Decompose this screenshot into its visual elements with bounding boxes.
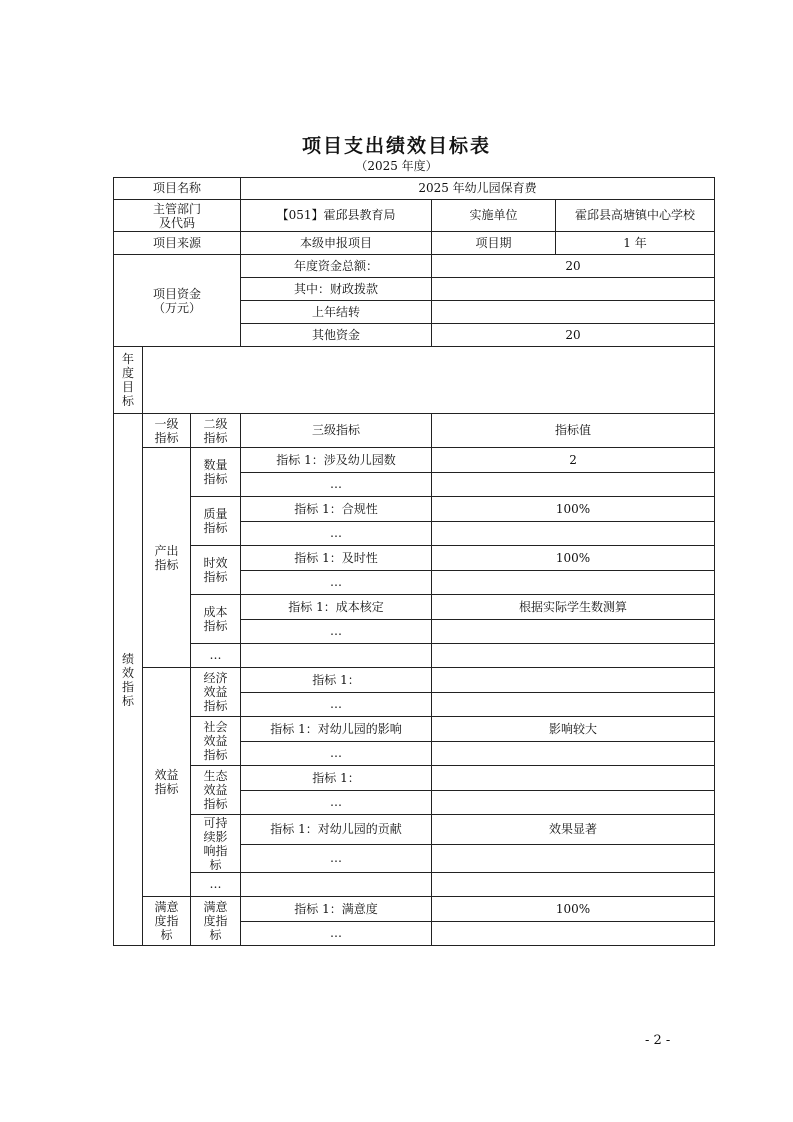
sustainable-impact-label: 可持 续影 响指 标	[191, 815, 241, 873]
satisfaction-indicator-1: 指标 1：满意度	[241, 897, 432, 922]
satisfaction-level1-label: 满意 度指 标	[143, 897, 191, 946]
quality-indicator-1-value: 100%	[432, 497, 715, 522]
satisfaction-indicator-more-value	[432, 922, 715, 946]
social-indicator-more-value	[432, 742, 715, 766]
funds-fiscal-label: 其中：财政拨款	[241, 278, 432, 301]
benefit-indicator-label: 效益 指标	[143, 668, 191, 897]
cost-indicator-1-value: 根据实际学生数测算	[432, 595, 715, 620]
sustainable-indicator-1: 指标 1：对幼儿园的贡献	[241, 815, 432, 845]
annual-goal-label: 年 度 目 标	[114, 347, 143, 414]
project-name-label: 项目名称	[114, 178, 241, 200]
timeliness-indicator-more: …	[241, 571, 432, 595]
page-number: - 2 -	[645, 1033, 671, 1048]
funds-carryover-label: 上年结转	[241, 301, 432, 324]
header-level2: 二级 指标	[191, 414, 241, 448]
dept-label: 主管部门 及代码	[114, 200, 241, 232]
funds-fiscal-value	[432, 278, 715, 301]
funds-other-value: 20	[432, 324, 715, 347]
cost-indicator-more-value	[432, 620, 715, 644]
funds-carryover-value	[432, 301, 715, 324]
ecological-benefit-label: 生态 效益 指标	[191, 766, 241, 815]
satisfaction-level2-label: 满意 度指 标	[191, 897, 241, 946]
ecological-indicator-more: …	[241, 791, 432, 815]
quality-indicator-more-value	[432, 522, 715, 546]
social-indicator-1-value: 影响较大	[432, 717, 715, 742]
social-benefit-label: 社会 效益 指标	[191, 717, 241, 766]
quantity-indicator-more: …	[241, 473, 432, 497]
cost-indicator-1: 指标 1：成本核定	[241, 595, 432, 620]
impl-unit-value: 霍邱县高塘镇中心学校	[556, 200, 715, 232]
quantity-indicator-label: 数量 指标	[191, 448, 241, 497]
output-indicator-label: 产出 指标	[143, 448, 191, 668]
source-label: 项目来源	[114, 232, 241, 255]
economic-indicator-more: …	[241, 693, 432, 717]
funds-label: 项目资金 （万元）	[114, 255, 241, 347]
quality-indicator-more: …	[241, 522, 432, 546]
source-value: 本级申报项目	[241, 232, 432, 255]
ecological-indicator-1: 指标 1：	[241, 766, 432, 791]
sustainable-indicator-more: …	[241, 845, 432, 873]
page-title: 项目支出绩效目标表	[301, 135, 491, 157]
funds-total-value: 20	[432, 255, 715, 278]
sustainable-indicator-1-value: 效果显著	[432, 815, 715, 845]
quantity-indicator-1: 指标 1：涉及幼儿园数	[241, 448, 432, 473]
ecological-indicator-more-value	[432, 791, 715, 815]
benefit-more-value	[432, 873, 715, 897]
dept-value: 【051】霍邱县教育局	[241, 200, 432, 232]
social-indicator-more: …	[241, 742, 432, 766]
cost-indicator-more: …	[241, 620, 432, 644]
economic-benefit-label: 经济 效益 指标	[191, 668, 241, 717]
timeliness-indicator-label: 时效 指标	[191, 546, 241, 595]
benefit-more-level3	[241, 873, 432, 897]
header-level1: 一级 指标	[143, 414, 191, 448]
header-level3: 三级指标	[241, 414, 432, 448]
benefit-more-level2: …	[191, 873, 241, 897]
ecological-indicator-1-value	[432, 766, 715, 791]
output-more-level3	[241, 644, 432, 668]
funds-total-label: 年度资金总额：	[241, 255, 432, 278]
quality-indicator-label: 质量 指标	[191, 497, 241, 546]
satisfaction-indicator-more: …	[241, 922, 432, 946]
page-subtitle: （2025 年度）	[355, 159, 438, 173]
period-label: 项目期	[432, 232, 556, 255]
perf-indicator-label: 绩 效 指 标	[114, 414, 143, 946]
project-name-value: 2025 年幼儿园保育费	[241, 178, 715, 200]
economic-indicator-more-value	[432, 693, 715, 717]
output-more-value	[432, 644, 715, 668]
funds-other-label: 其他资金	[241, 324, 432, 347]
satisfaction-indicator-1-value: 100%	[432, 897, 715, 922]
annual-goal-value	[143, 347, 715, 414]
output-more-level2: …	[191, 644, 241, 668]
period-value: 1 年	[556, 232, 715, 255]
quality-indicator-1: 指标 1：合规性	[241, 497, 432, 522]
social-indicator-1: 指标 1：对幼儿园的影响	[241, 717, 432, 742]
performance-table	[113, 177, 715, 946]
impl-unit-label: 实施单位	[432, 200, 556, 232]
economic-indicator-1: 指标 1：	[241, 668, 432, 693]
quantity-indicator-more-value	[432, 473, 715, 497]
timeliness-indicator-1-value: 100%	[432, 546, 715, 571]
economic-indicator-1-value	[432, 668, 715, 693]
header-value: 指标值	[432, 414, 715, 448]
timeliness-indicator-more-value	[432, 571, 715, 595]
quantity-indicator-1-value: 2	[432, 448, 715, 473]
cost-indicator-label: 成本 指标	[191, 595, 241, 644]
timeliness-indicator-1: 指标 1：及时性	[241, 546, 432, 571]
sustainable-indicator-more-value	[432, 845, 715, 873]
